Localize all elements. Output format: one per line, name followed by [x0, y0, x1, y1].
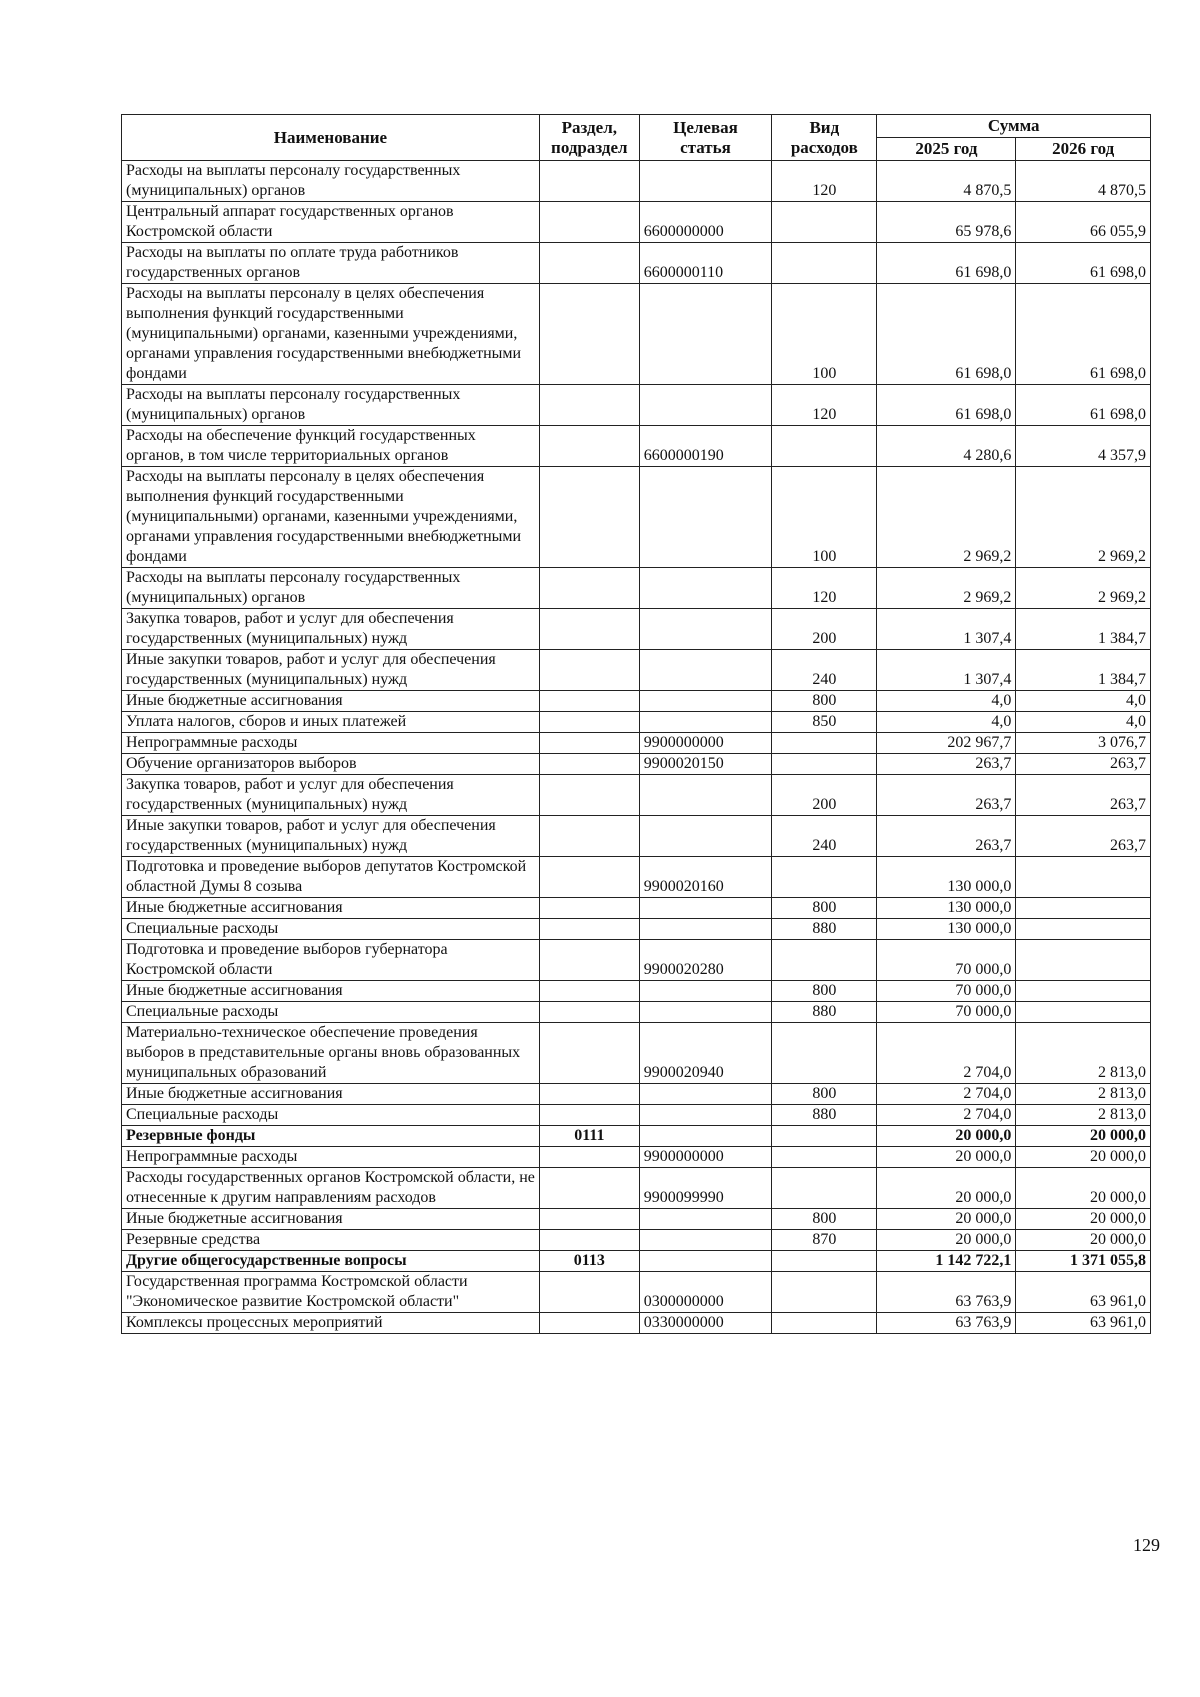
cell-article	[639, 1084, 771, 1105]
cell-name: Расходы на выплаты персоналу государственных (муниципальных) органов	[122, 161, 540, 202]
cell-article	[639, 1105, 771, 1126]
cell-2026	[1016, 898, 1151, 919]
cell-section	[539, 754, 639, 775]
cell-2025: 2 704,0	[877, 1084, 1016, 1105]
cell-2026: 20 000,0	[1016, 1126, 1151, 1147]
cell-2025: 70 000,0	[877, 981, 1016, 1002]
table-row	[122, 712, 1151, 733]
cell-2026	[1016, 981, 1151, 1002]
table-row	[122, 161, 1151, 202]
cell-article: 0300000000	[639, 1272, 771, 1313]
cell-article	[639, 1230, 771, 1251]
cell-article	[639, 898, 771, 919]
cell-name: Закупка товаров, работ и услуг для обеспечения государственных (муниципальных) нужд	[122, 775, 540, 816]
cell-kind	[772, 1251, 877, 1272]
cell-section	[539, 712, 639, 733]
cell-article	[639, 1209, 771, 1230]
cell-2026: 1 371 055,8	[1016, 1251, 1151, 1272]
cell-article: 0330000000	[639, 1313, 771, 1334]
cell-article	[639, 385, 771, 426]
cell-2026: 20 000,0	[1016, 1209, 1151, 1230]
cell-2025: 1 142 722,1	[877, 1251, 1016, 1272]
cell-2025: 1 307,4	[877, 650, 1016, 691]
cell-name: Непрограммные расходы	[122, 733, 540, 754]
cell-kind: 800	[772, 981, 877, 1002]
cell-2025: 4 280,6	[877, 426, 1016, 467]
cell-section	[539, 1002, 639, 1023]
cell-2026: 4 357,9	[1016, 426, 1151, 467]
table-row	[122, 754, 1151, 775]
cell-2025: 202 967,7	[877, 733, 1016, 754]
cell-article	[639, 650, 771, 691]
table-row	[122, 857, 1151, 898]
cell-name: Иные бюджетные ассигнования	[122, 1084, 540, 1105]
budget-table	[121, 114, 1151, 1334]
cell-kind	[772, 426, 877, 467]
cell-section	[539, 816, 639, 857]
table-row	[122, 650, 1151, 691]
cell-2025: 263,7	[877, 754, 1016, 775]
cell-kind	[772, 857, 877, 898]
table-row	[122, 691, 1151, 712]
cell-2025: 61 698,0	[877, 385, 1016, 426]
cell-2025: 70 000,0	[877, 1002, 1016, 1023]
cell-2026: 4,0	[1016, 712, 1151, 733]
header-article	[639, 115, 771, 161]
cell-2026: 20 000,0	[1016, 1168, 1151, 1209]
cell-name: Расходы на выплаты персоналу в целях обеспечения выполнения функций государственными (муниципальными) органами, казенными учреждениями, органами управления государственными внебюджетными фондами	[122, 467, 540, 568]
cell-2025: 1 307,4	[877, 609, 1016, 650]
cell-2025: 20 000,0	[877, 1147, 1016, 1168]
cell-name: Непрограммные расходы	[122, 1147, 540, 1168]
cell-name: Расходы на выплаты персоналу в целях обеспечения выполнения функций государственными (муниципальными) органами, казенными учреждениями, органами управления государственными внебюджетными фондами	[122, 284, 540, 385]
table-row	[122, 609, 1151, 650]
cell-kind: 120	[772, 385, 877, 426]
cell-2026: 263,7	[1016, 816, 1151, 857]
cell-2026: 2 969,2	[1016, 568, 1151, 609]
cell-article: 6600000000	[639, 202, 771, 243]
header-year-2025: 2025 год	[877, 138, 1016, 161]
cell-name: Материально-техническое обеспечение проведения выборов в представительные органы вновь образованных муниципальных образований	[122, 1023, 540, 1084]
header-section	[539, 115, 639, 161]
cell-kind: 800	[772, 1209, 877, 1230]
cell-article	[639, 284, 771, 385]
cell-section	[539, 284, 639, 385]
header-sum: Сумма	[877, 115, 1151, 138]
cell-section	[539, 609, 639, 650]
cell-name: Расходы на выплаты персоналу государственных (муниципальных) органов	[122, 568, 540, 609]
cell-name: Государственная программа Костромской области "Экономическое развитие Костромской области"	[122, 1272, 540, 1313]
cell-name: Закупка товаров, работ и услуг для обеспечения государственных (муниципальных) нужд	[122, 609, 540, 650]
table-row	[122, 775, 1151, 816]
cell-2026: 1 384,7	[1016, 650, 1151, 691]
table-row	[122, 1126, 1151, 1147]
cell-section	[539, 1272, 639, 1313]
cell-name: Резервные фонды	[122, 1126, 540, 1147]
cell-section	[539, 1209, 639, 1230]
cell-2026: 263,7	[1016, 754, 1151, 775]
table-row	[122, 1272, 1151, 1313]
cell-2026	[1016, 940, 1151, 981]
cell-2026: 3 076,7	[1016, 733, 1151, 754]
cell-kind: 200	[772, 609, 877, 650]
table-row	[122, 385, 1151, 426]
cell-2026: 4,0	[1016, 691, 1151, 712]
cell-2026: 2 813,0	[1016, 1105, 1151, 1126]
cell-2026: 61 698,0	[1016, 243, 1151, 284]
cell-section	[539, 857, 639, 898]
cell-article: 9900020160	[639, 857, 771, 898]
cell-kind: 120	[772, 568, 877, 609]
cell-kind: 120	[772, 161, 877, 202]
cell-2026: 1 384,7	[1016, 609, 1151, 650]
cell-section	[539, 919, 639, 940]
cell-kind: 880	[772, 1105, 877, 1126]
cell-section	[539, 161, 639, 202]
cell-section	[539, 467, 639, 568]
cell-section	[539, 243, 639, 284]
table-row	[122, 1313, 1151, 1334]
table-row	[122, 1023, 1151, 1084]
cell-kind	[772, 733, 877, 754]
cell-article	[639, 1126, 771, 1147]
cell-kind: 800	[772, 898, 877, 919]
cell-article: 9900000000	[639, 733, 771, 754]
cell-section	[539, 775, 639, 816]
table-row	[122, 816, 1151, 857]
cell-name: Обучение организаторов выборов	[122, 754, 540, 775]
cell-article	[639, 691, 771, 712]
cell-2025: 130 000,0	[877, 857, 1016, 898]
table-row	[122, 284, 1151, 385]
cell-kind	[772, 1168, 877, 1209]
cell-name: Расходы государственных органов Костромской области, не отнесенные к другим направлениям расходов	[122, 1168, 540, 1209]
cell-2025: 4,0	[877, 712, 1016, 733]
cell-article	[639, 816, 771, 857]
table-header	[122, 115, 1151, 161]
table-row	[122, 940, 1151, 981]
header-year-2026: 2026 год	[1016, 138, 1151, 161]
cell-section	[539, 1168, 639, 1209]
cell-name: Специальные расходы	[122, 919, 540, 940]
cell-section: 0113	[539, 1251, 639, 1272]
cell-kind	[772, 940, 877, 981]
cell-2026	[1016, 919, 1151, 940]
cell-2025: 4 870,5	[877, 161, 1016, 202]
cell-section	[539, 981, 639, 1002]
cell-2026: 4 870,5	[1016, 161, 1151, 202]
table-row	[122, 1251, 1151, 1272]
cell-kind: 800	[772, 691, 877, 712]
cell-section	[539, 940, 639, 981]
cell-article: 6600000190	[639, 426, 771, 467]
cell-2025: 20 000,0	[877, 1209, 1016, 1230]
table-row	[122, 202, 1151, 243]
header-section-text: Раздел, подраздел	[551, 117, 628, 157]
cell-kind: 100	[772, 284, 877, 385]
cell-2025: 263,7	[877, 775, 1016, 816]
cell-article	[639, 981, 771, 1002]
cell-kind: 850	[772, 712, 877, 733]
cell-name: Уплата налогов, сборов и иных платежей	[122, 712, 540, 733]
table-row	[122, 1147, 1151, 1168]
cell-article	[639, 1002, 771, 1023]
cell-name: Подготовка и проведение выборов депутатов Костромской областной Думы 8 созыва	[122, 857, 540, 898]
cell-article	[639, 775, 771, 816]
cell-name: Иные бюджетные ассигнования	[122, 898, 540, 919]
table-body	[122, 161, 1151, 1334]
page-number: 129	[1133, 1535, 1160, 1555]
cell-section	[539, 426, 639, 467]
cell-article: 9900020150	[639, 754, 771, 775]
cell-name: Иные закупки товаров, работ и услуг для обеспечения государственных (муниципальных) нужд	[122, 816, 540, 857]
cell-2025: 130 000,0	[877, 919, 1016, 940]
cell-section	[539, 1313, 639, 1334]
header-name: Наименование	[122, 115, 540, 161]
cell-section	[539, 1084, 639, 1105]
cell-2026	[1016, 1002, 1151, 1023]
cell-2026: 2 813,0	[1016, 1084, 1151, 1105]
cell-article	[639, 609, 771, 650]
cell-article: 9900099990	[639, 1168, 771, 1209]
cell-name: Специальные расходы	[122, 1002, 540, 1023]
cell-2026: 63 961,0	[1016, 1272, 1151, 1313]
cell-2026: 63 961,0	[1016, 1313, 1151, 1334]
cell-name: Комплексы процессных мероприятий	[122, 1313, 540, 1334]
table-row	[122, 467, 1151, 568]
cell-kind	[772, 1272, 877, 1313]
cell-section	[539, 733, 639, 754]
cell-name: Иные бюджетные ассигнования	[122, 981, 540, 1002]
cell-article	[639, 467, 771, 568]
cell-article	[639, 919, 771, 940]
cell-kind: 870	[772, 1230, 877, 1251]
cell-2025: 70 000,0	[877, 940, 1016, 981]
cell-kind	[772, 754, 877, 775]
cell-2025: 2 704,0	[877, 1105, 1016, 1126]
cell-2026: 263,7	[1016, 775, 1151, 816]
cell-name: Подготовка и проведение выборов губернатора Костромской области	[122, 940, 540, 981]
cell-2025: 2 969,2	[877, 467, 1016, 568]
cell-2025: 20 000,0	[877, 1168, 1016, 1209]
cell-article	[639, 568, 771, 609]
cell-2025: 61 698,0	[877, 284, 1016, 385]
cell-section	[539, 385, 639, 426]
cell-name: Специальные расходы	[122, 1105, 540, 1126]
cell-name: Иные бюджетные ассигнования	[122, 691, 540, 712]
cell-article: 9900000000	[639, 1147, 771, 1168]
cell-2025: 2 704,0	[877, 1023, 1016, 1084]
cell-2025: 20 000,0	[877, 1126, 1016, 1147]
cell-kind: 240	[772, 650, 877, 691]
table-row	[122, 1084, 1151, 1105]
table-row	[122, 1209, 1151, 1230]
cell-section	[539, 691, 639, 712]
header-article-text: Целевая статья	[673, 117, 738, 157]
cell-2026: 20 000,0	[1016, 1230, 1151, 1251]
cell-2025: 63 763,9	[877, 1313, 1016, 1334]
header-kind	[772, 115, 877, 161]
cell-section	[539, 650, 639, 691]
cell-2025: 20 000,0	[877, 1230, 1016, 1251]
cell-2025: 2 969,2	[877, 568, 1016, 609]
cell-article: 9900020940	[639, 1023, 771, 1084]
cell-kind	[772, 202, 877, 243]
cell-kind	[772, 1126, 877, 1147]
table-row	[122, 919, 1151, 940]
cell-2025: 4,0	[877, 691, 1016, 712]
cell-name: Расходы на выплаты по оплате труда работников государственных органов	[122, 243, 540, 284]
cell-article: 6600000110	[639, 243, 771, 284]
cell-kind: 800	[772, 1084, 877, 1105]
cell-section	[539, 1105, 639, 1126]
cell-2026: 61 698,0	[1016, 284, 1151, 385]
cell-name: Расходы на обеспечение функций государственных органов, в том числе территориальных органов	[122, 426, 540, 467]
cell-2026: 2 813,0	[1016, 1023, 1151, 1084]
cell-kind: 880	[772, 919, 877, 940]
cell-name: Центральный аппарат государственных органов Костромской области	[122, 202, 540, 243]
cell-2026: 61 698,0	[1016, 385, 1151, 426]
cell-kind	[772, 243, 877, 284]
cell-section	[539, 1230, 639, 1251]
cell-section	[539, 1023, 639, 1084]
table-row	[122, 1002, 1151, 1023]
cell-section	[539, 202, 639, 243]
header-kind-text: Вид расходов	[790, 117, 858, 157]
cell-2025: 61 698,0	[877, 243, 1016, 284]
cell-kind: 200	[772, 775, 877, 816]
cell-kind: 100	[772, 467, 877, 568]
table-row	[122, 898, 1151, 919]
table-row	[122, 733, 1151, 754]
table-row	[122, 568, 1151, 609]
cell-kind	[772, 1147, 877, 1168]
table-row	[122, 426, 1151, 467]
cell-kind	[772, 1023, 877, 1084]
cell-2026: 20 000,0	[1016, 1147, 1151, 1168]
table-row	[122, 1230, 1151, 1251]
cell-section: 0111	[539, 1126, 639, 1147]
cell-name: Расходы на выплаты персоналу государственных (муниципальных) органов	[122, 385, 540, 426]
cell-name: Другие общегосударственные вопросы	[122, 1251, 540, 1272]
cell-article	[639, 161, 771, 202]
table-row	[122, 1168, 1151, 1209]
cell-section	[539, 898, 639, 919]
table-row	[122, 981, 1151, 1002]
table-row	[122, 243, 1151, 284]
cell-kind: 880	[772, 1002, 877, 1023]
cell-article: 9900020280	[639, 940, 771, 981]
cell-article	[639, 712, 771, 733]
cell-name: Резервные средства	[122, 1230, 540, 1251]
cell-article	[639, 1251, 771, 1272]
cell-2025: 263,7	[877, 816, 1016, 857]
cell-kind	[772, 1313, 877, 1334]
cell-section	[539, 568, 639, 609]
cell-2026: 2 969,2	[1016, 467, 1151, 568]
cell-kind: 240	[772, 816, 877, 857]
cell-2026: 66 055,9	[1016, 202, 1151, 243]
cell-name: Иные закупки товаров, работ и услуг для обеспечения государственных (муниципальных) нужд	[122, 650, 540, 691]
cell-name: Иные бюджетные ассигнования	[122, 1209, 540, 1230]
cell-2026	[1016, 857, 1151, 898]
cell-2025: 130 000,0	[877, 898, 1016, 919]
table-row	[122, 1105, 1151, 1126]
cell-2025: 63 763,9	[877, 1272, 1016, 1313]
cell-2025: 65 978,6	[877, 202, 1016, 243]
cell-section	[539, 1147, 639, 1168]
